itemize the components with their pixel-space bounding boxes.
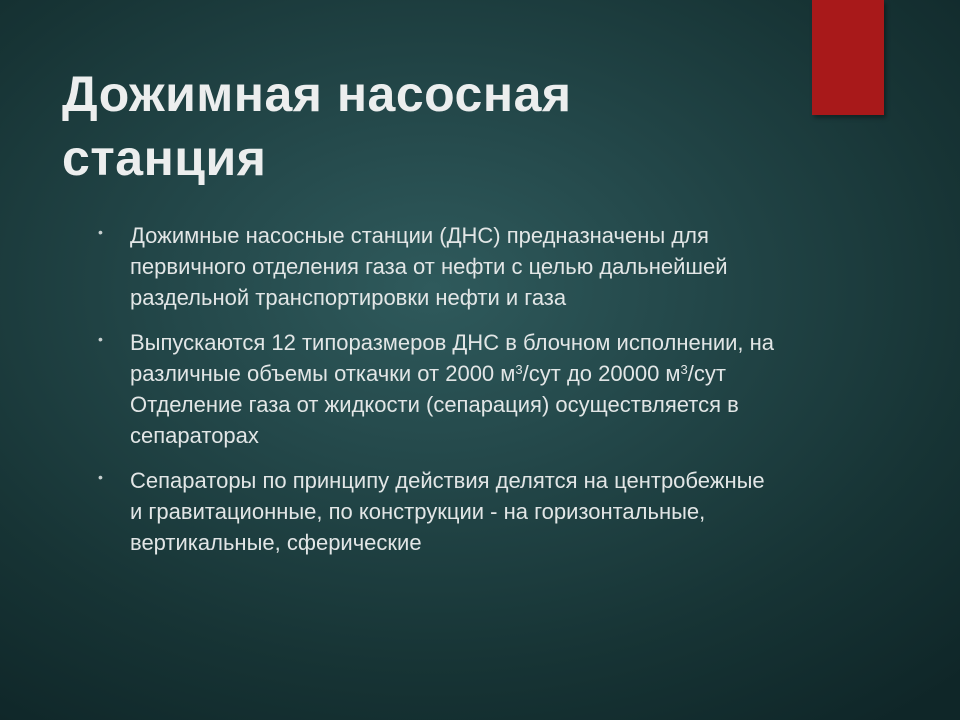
accent-bar [812, 0, 884, 115]
bullet-dot-icon: • [98, 224, 103, 240]
bullet-list [98, 220, 778, 572]
bullet-text-part: Выпускаются 12 типоразмеров ДНС в блочном исполнении, на различные объемы откачки от 2000 м [130, 330, 775, 386]
bullet-dot-icon: • [98, 331, 103, 347]
bullet-text-part: /сут до 20000 м [522, 361, 681, 386]
bullet-text [130, 330, 774, 448]
superscript: 3 [515, 362, 523, 377]
bullet-text: Дожимные насосные станции (ДНС) предназначены для первичного отделения газа от нефти с целью дальнейшей раздельной транспортировки нефти и газа [130, 223, 728, 310]
superscript: 3 [680, 362, 688, 377]
bullet-text-part: /сут Отделение газа от жидкости (сепарация) осуществляется в сепараторах [130, 361, 739, 448]
slide-title: Дожимная насосная станция [62, 66, 572, 186]
bullet-text: Сепараторы по принципу действия делятся на центробежные и гравитационные, по конструкции - на горизонтальные, вертикальные, сферические [130, 468, 765, 555]
bullet-dot-icon: • [98, 469, 103, 485]
bullet-item [98, 220, 778, 313]
bullet-item [98, 327, 778, 451]
bullet-item [98, 465, 778, 558]
